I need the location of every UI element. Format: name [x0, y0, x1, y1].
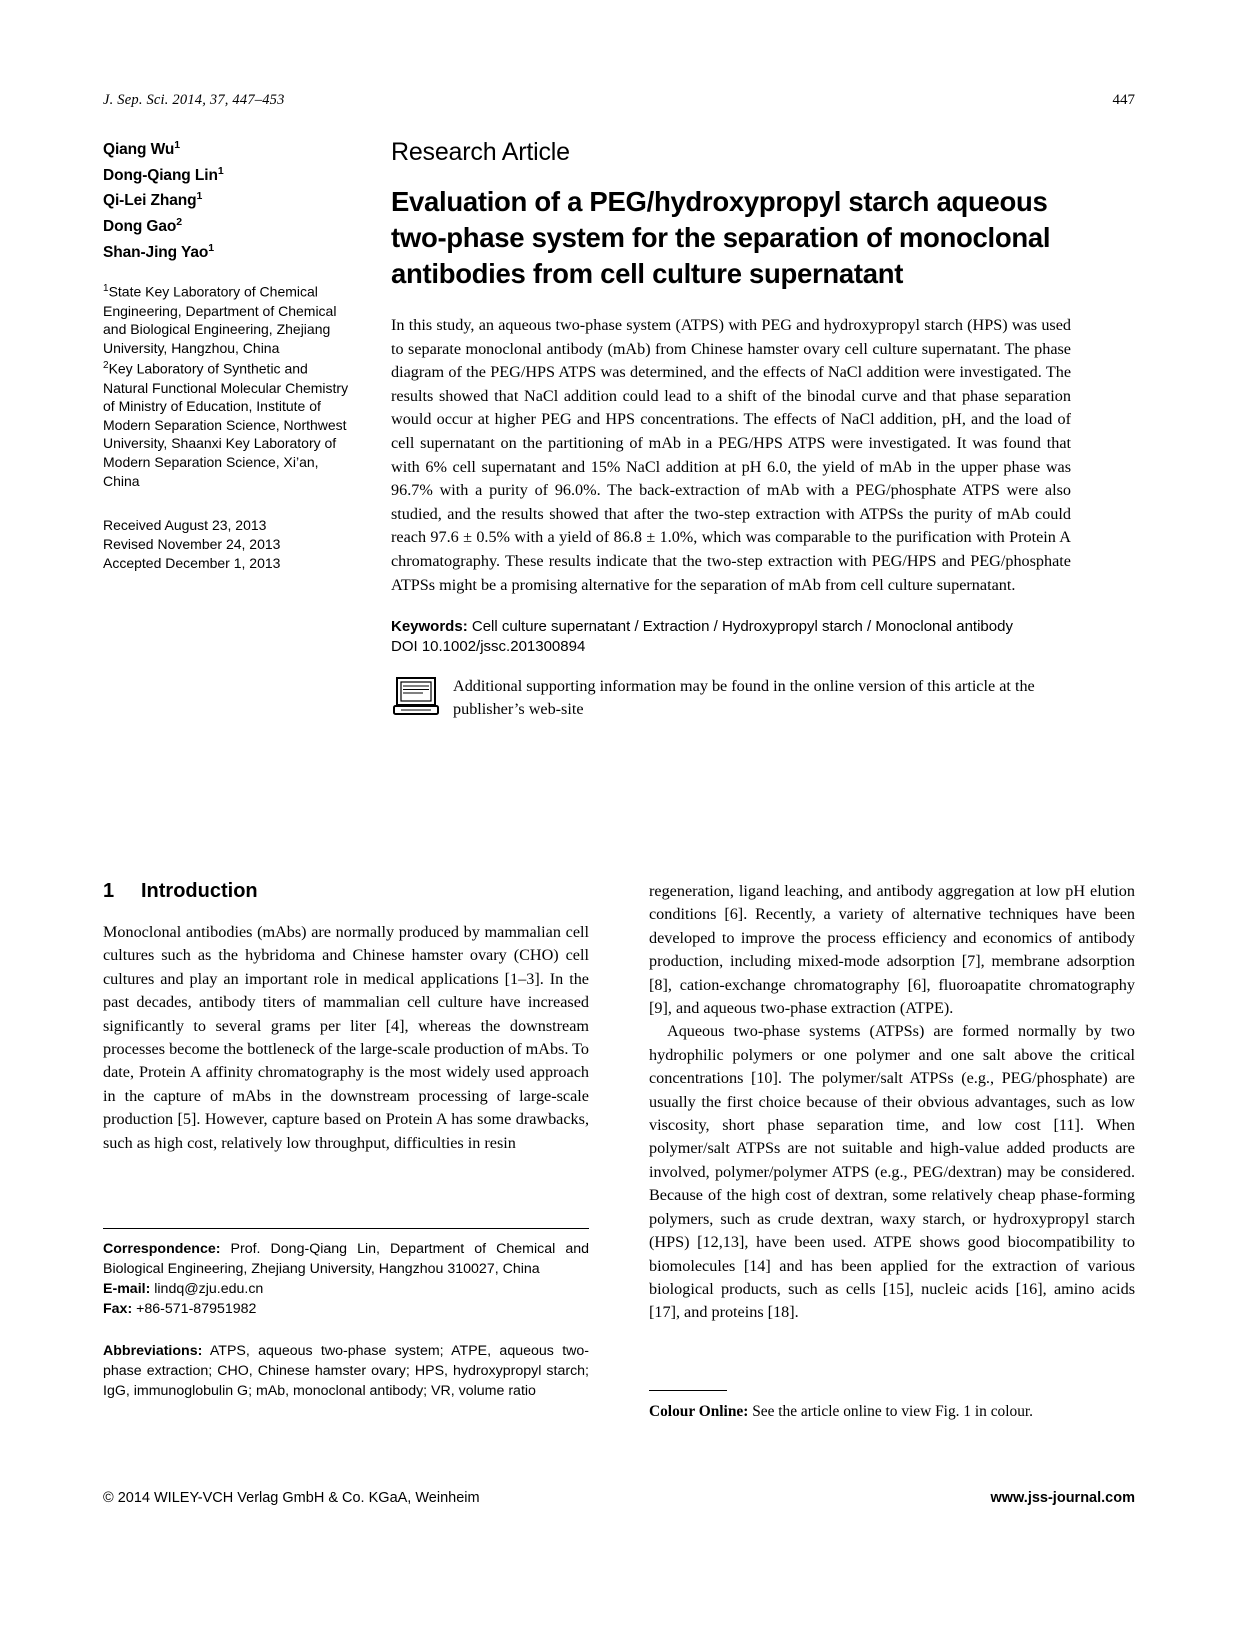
paragraph: Monoclonal antibodies (mAbs) are normally produced by mammalian cell cultures such as the hybridoma and Chinese hamster ovary (CHO) cell cultures and play an important role in medical applications [1–3]. In the past decades, antibody titers of mammalian cell culture have increased significantly to several grams per liter [4], whereas the downstream processes become the bottleneck of the large-scale production of mAbs. To date, Protein A affinity chromatography is the most widely used approach in the capture of mAbs in the downstream processing of large-scale production [5]. However, capture based on Protein A has some drawbacks, such as high cost, relatively low throughput, difficulties in resin — [103, 923, 589, 1152]
revised-date: Revised November 24, 2013 — [103, 536, 281, 553]
author-affiliation-marker: 2 — [176, 215, 182, 228]
keywords-label: Keywords: — [391, 618, 468, 636]
author-entry: Qiang Wu$^1$ — [103, 139, 180, 159]
correspondence-address: Prof. Dong-Qiang Lin, Department of Chemical and Biological Engineering, Zhejiang University, Hangzhou 310027, China — [103, 1241, 589, 1277]
journal-reference: J. Sep. Sci. 2014, 37, 447–453 — [103, 92, 285, 108]
correspondence-block — [103, 1228, 589, 1401]
author-affiliation-marker: 1 — [208, 241, 214, 254]
affiliation-item: $^1$State Key Laboratory of Chemical Engineering, Department of Chemical and Biological Engineering, Zhejiang University, Hangzhou, China — [103, 283, 337, 356]
received-date: Received August 23, 2013 — [103, 517, 267, 534]
email-address[interactable]: lindq@zju.edu.cn — [150, 1281, 264, 1297]
paragraph: Aqueous two-phase systems (ATPSs) are formed normally by two hydrophilic polymers or one polymer and one salt above the critical concentrations [10]. The polymer/salt ATPSs (e.g., PEG/phosphate) are usually the first choice because of their obvious advantages, such as low viscosity, short phase separation time, and low cost [11]. When polymer/salt ATPSs are not suitable and high-value added products are involved, polymer/polymer ATPS (e.g., PEG/dextran) may be considered. Because of the high cost of dextran, some relatively cheap phase-forming polymers, such as crude dextran, waxy starch, or hydroxypropyl starch (HPS) [12,13], have been used. ATPE shows good biocompatibility to biomolecules [14] and has been applied for the extraction of various biological products, such as cells [15], nucleic acids [16], amino acids [17], and proteins [18]. — [649, 1022, 1135, 1322]
affiliation-marker: 1 — [103, 283, 109, 295]
section-number: 1 — [103, 880, 115, 902]
body-column-right — [649, 880, 1135, 1325]
author-entry: Dong-Qiang Lin$^1$ — [103, 164, 224, 184]
section-title: Introduction — [141, 880, 258, 902]
page-number: 447 — [1112, 92, 1135, 108]
colour-online-block — [649, 1390, 1135, 1422]
author-entry: Qi-Lei Zhang$^1$ — [103, 190, 203, 210]
keywords-text: Cell culture supernatant / Extraction / Hydroxypropyl starch / Monoclonal antibody — [471, 618, 1013, 636]
article-type-label: Research Article — [391, 138, 570, 166]
submission-dates — [103, 516, 355, 573]
journal-website-link[interactable]: www.jss-journal.com — [990, 1490, 1135, 1506]
body-column-left — [103, 880, 589, 1155]
colour-online-detail: See the article online to view Fig. 1 in colour. — [748, 1403, 1034, 1420]
keywords — [391, 617, 1071, 637]
author-affiliation-marker: 1 — [174, 139, 180, 151]
page-footer — [103, 1490, 1135, 1506]
footnote-rule — [103, 1228, 589, 1229]
email-label: E-mail: — [103, 1281, 151, 1297]
abbreviations-list: ATPS, aqueous two-phase system; ATPE, aqueous two-phase extraction; CHO, Chinese hamster ovary; HPS, hydroxypropyl starch; IgG, immunoglobulin G; mAb, monoclonal antibody; VR, volume ratio — [103, 1343, 589, 1399]
fax-label: Fax: — [103, 1301, 133, 1317]
affiliation-marker: 2 — [103, 360, 109, 372]
abbreviations-label: Abbreviations: — [103, 1343, 203, 1359]
author-affiliation-marker: 1 — [217, 164, 224, 177]
supporting-information-text: Additional supporting information may be found in the online version of this article at the publisher’s web-site — [453, 677, 1035, 719]
paragraph: regeneration, ligand leaching, and antibody aggregation at low pH elution conditions [6]. Recently, a variety of alternative techniques have been developed to improve the process efficiency and economics of antibody production, including mixed-mode adsorption [7], membrane adsorption [8], cation-exchange chromatography [6], fluoroapatite chromatography [9], and aqueous two-phase extraction (ATPE). — [649, 882, 1135, 1018]
affiliation-list — [103, 280, 355, 490]
author-affiliation-marker: 1 — [196, 190, 203, 203]
correspondence-label: Correspondence: — [103, 1241, 221, 1257]
colour-online-label: Colour Online: — [649, 1403, 749, 1420]
fax-number: +86-571-87951982 — [132, 1301, 257, 1317]
abstract-text: In this study, an aqueous two-phase system (ATPS) with PEG and hydroxypropyl starch (HPS) was used to separate monoclonal antibody (mAb) from Chinese hamster ovary cell culture supernatant. The phase diagram of the PEG/HPS ATPS was determined, and the effects of NaCl addition were investigated. The results showed that NaCl addition could lead to a shift of the binodal curve and that phase separation would occur at higher PEG and HPS concentrations. The effects of NaCl addition, pH, and the load of cell supernatant on the partitioning of mAb in a PEG/HPS ATPS were investigated. It was found that with 6% cell supernatant and 15% NaCl addition at pH 6.0, the yield of mAb in the upper phase was 96.7% with a purity of 96.0%. The back-extraction of mAb with a PEG/phosphate ATPS were also studied, and the results showed that after the two-step extraction with ATPSs the purity of mAb could reach 97.6 ± 0.5% with a yield of 86.8 ± 1.0%, which was comparable to the purification with Protein A chromatography. These results indicate that the two-step extraction with PEG/HPS and PEG/phosphate ATPSs might be a promising alternative for the separation of mAb from cell culture supernatant. — [391, 316, 1071, 594]
affiliation-item: $^2$Key Laboratory of Synthetic and Natural Functional Molecular Chemistry of Ministry of Education, Institute of Modern Separation Science, Northwest University, Shaanxi Key Laboratory of Modern Separation Science, Xi’an, China — [103, 360, 349, 489]
author-entry: Shan-Jing Yao$^1$ — [103, 241, 214, 261]
accepted-date: Accepted December 1, 2013 — [103, 555, 281, 572]
abbreviations-text — [103, 1341, 589, 1401]
running-head — [103, 92, 1135, 109]
supporting-information — [391, 675, 1071, 722]
computer-icon — [393, 675, 439, 722]
author-list — [103, 135, 355, 263]
copyright-text: © 2014 WILEY-VCH Verlag GmbH & Co. KGaA, Weinheim — [103, 1490, 480, 1506]
colour-online-text — [649, 1401, 1135, 1422]
author-affiliation-column — [103, 135, 355, 573]
doi: DOI 10.1002/jssc.201300894 — [391, 638, 586, 656]
section-heading-introduction — [103, 880, 589, 903]
title-block — [391, 138, 1071, 722]
correspondence-text — [103, 1239, 589, 1319]
colour-note-rule — [649, 1390, 727, 1391]
page-title: Evaluation of a PEG/hydroxypropyl starch aqueous two-phase system for the separation of monoclonal antibodies from cell culture supernatant — [391, 186, 1051, 289]
author-entry: Dong Gao$^2$ — [103, 215, 182, 236]
